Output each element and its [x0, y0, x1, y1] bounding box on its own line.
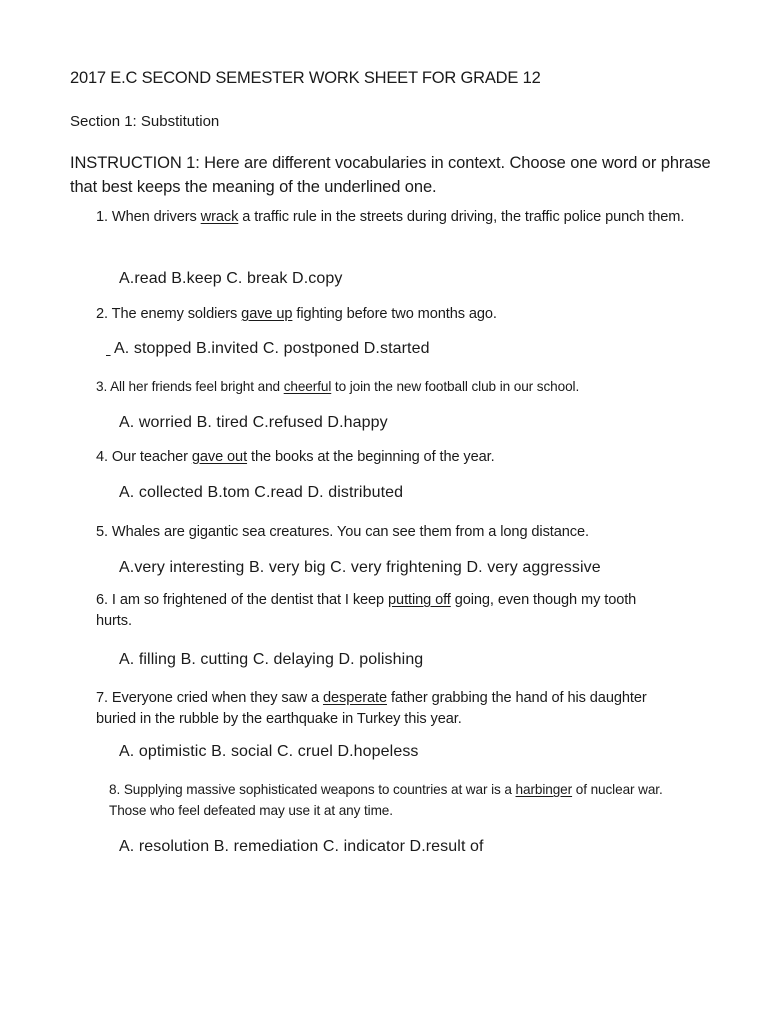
instruction-text: Here are different vocabularies in context. Choose one word or phrase that best keeps the meaning of the underlined one. — [70, 154, 711, 196]
question-text: 7. Everyone cried when they saw a — [96, 690, 323, 706]
worksheet-title: 2017 E.C SECOND SEMESTER WORK SHEET FOR GRADE 12 — [70, 69, 541, 87]
question-2-options — [106, 340, 430, 358]
question-5-options: A.very interesting B. very big C. very frightening D. very aggressive — [119, 559, 601, 576]
section-heading: Section 1: Substitution — [70, 113, 220, 130]
underlined-word: wrack — [200, 209, 239, 225]
question-8-options: A. resolution B. remediation C. indicator D.result of — [119, 838, 484, 855]
options-text: A. stopped B.invited C. postponed D.started — [114, 340, 430, 357]
question-text: 6. I am so frightened of the dentist that I keep — [96, 592, 389, 608]
question-text: 8. Supplying massive sophisticated weapons to countries at war is a — [109, 782, 516, 797]
question-2 — [96, 304, 716, 325]
question-3-options: A. worried B. tired C.refused D.happy — [119, 414, 388, 431]
question-text: 1. When drivers — [96, 209, 201, 225]
question-5: 5. Whales are gigantic sea creatures. You can see them from a long distance. — [96, 524, 589, 540]
question-6 — [96, 590, 676, 632]
underline-mark — [106, 340, 114, 358]
underlined-word: desperate — [322, 690, 387, 706]
question-6-options: A. filling B. cutting C. delaying D. polishing — [119, 651, 424, 668]
underlined-word: putting off — [388, 592, 451, 608]
question-7 — [96, 688, 676, 730]
question-7-options: A. optimistic B. social C. cruel D.hopeless — [119, 743, 419, 760]
underlined-word: gave up — [241, 306, 293, 322]
question-8 — [109, 779, 669, 821]
question-text: of nuclear war. Those who feel defeated may use it at any time. — [109, 782, 663, 818]
question-4-options: A. collected B.tom C.read D. distributed — [119, 484, 404, 501]
question-text: 2. The enemy soldiers — [96, 306, 242, 322]
underlined-word: gave out — [191, 449, 248, 465]
question-text: going, even though my tooth hurts. — [96, 592, 637, 629]
instruction-label: INSTRUCTION 1: — [70, 154, 200, 172]
question-text: to join the new football club in our school. — [331, 379, 580, 394]
question-text: a traffic rule in the streets during driving, the traffic police punch them. — [238, 209, 685, 225]
question-3 — [96, 376, 736, 397]
question-1-options: A.read B.keep C. break D.copy — [119, 270, 343, 287]
question-text: fighting before two months ago. — [292, 306, 497, 322]
underlined-word: harbinger — [515, 782, 573, 797]
question-text: the books at the beginning of the year. — [247, 449, 495, 465]
question-text: father grabbing the hand of his daughter buried in the rubble by the earthquake in Turkey this year. — [96, 690, 647, 727]
underlined-word: cheerful — [283, 379, 332, 394]
instruction-block — [70, 151, 730, 199]
question-1 — [96, 207, 696, 228]
question-text: 3. All her friends feel bright and — [96, 379, 284, 394]
question-4 — [96, 447, 716, 468]
question-text: 4. Our teacher — [96, 449, 192, 465]
